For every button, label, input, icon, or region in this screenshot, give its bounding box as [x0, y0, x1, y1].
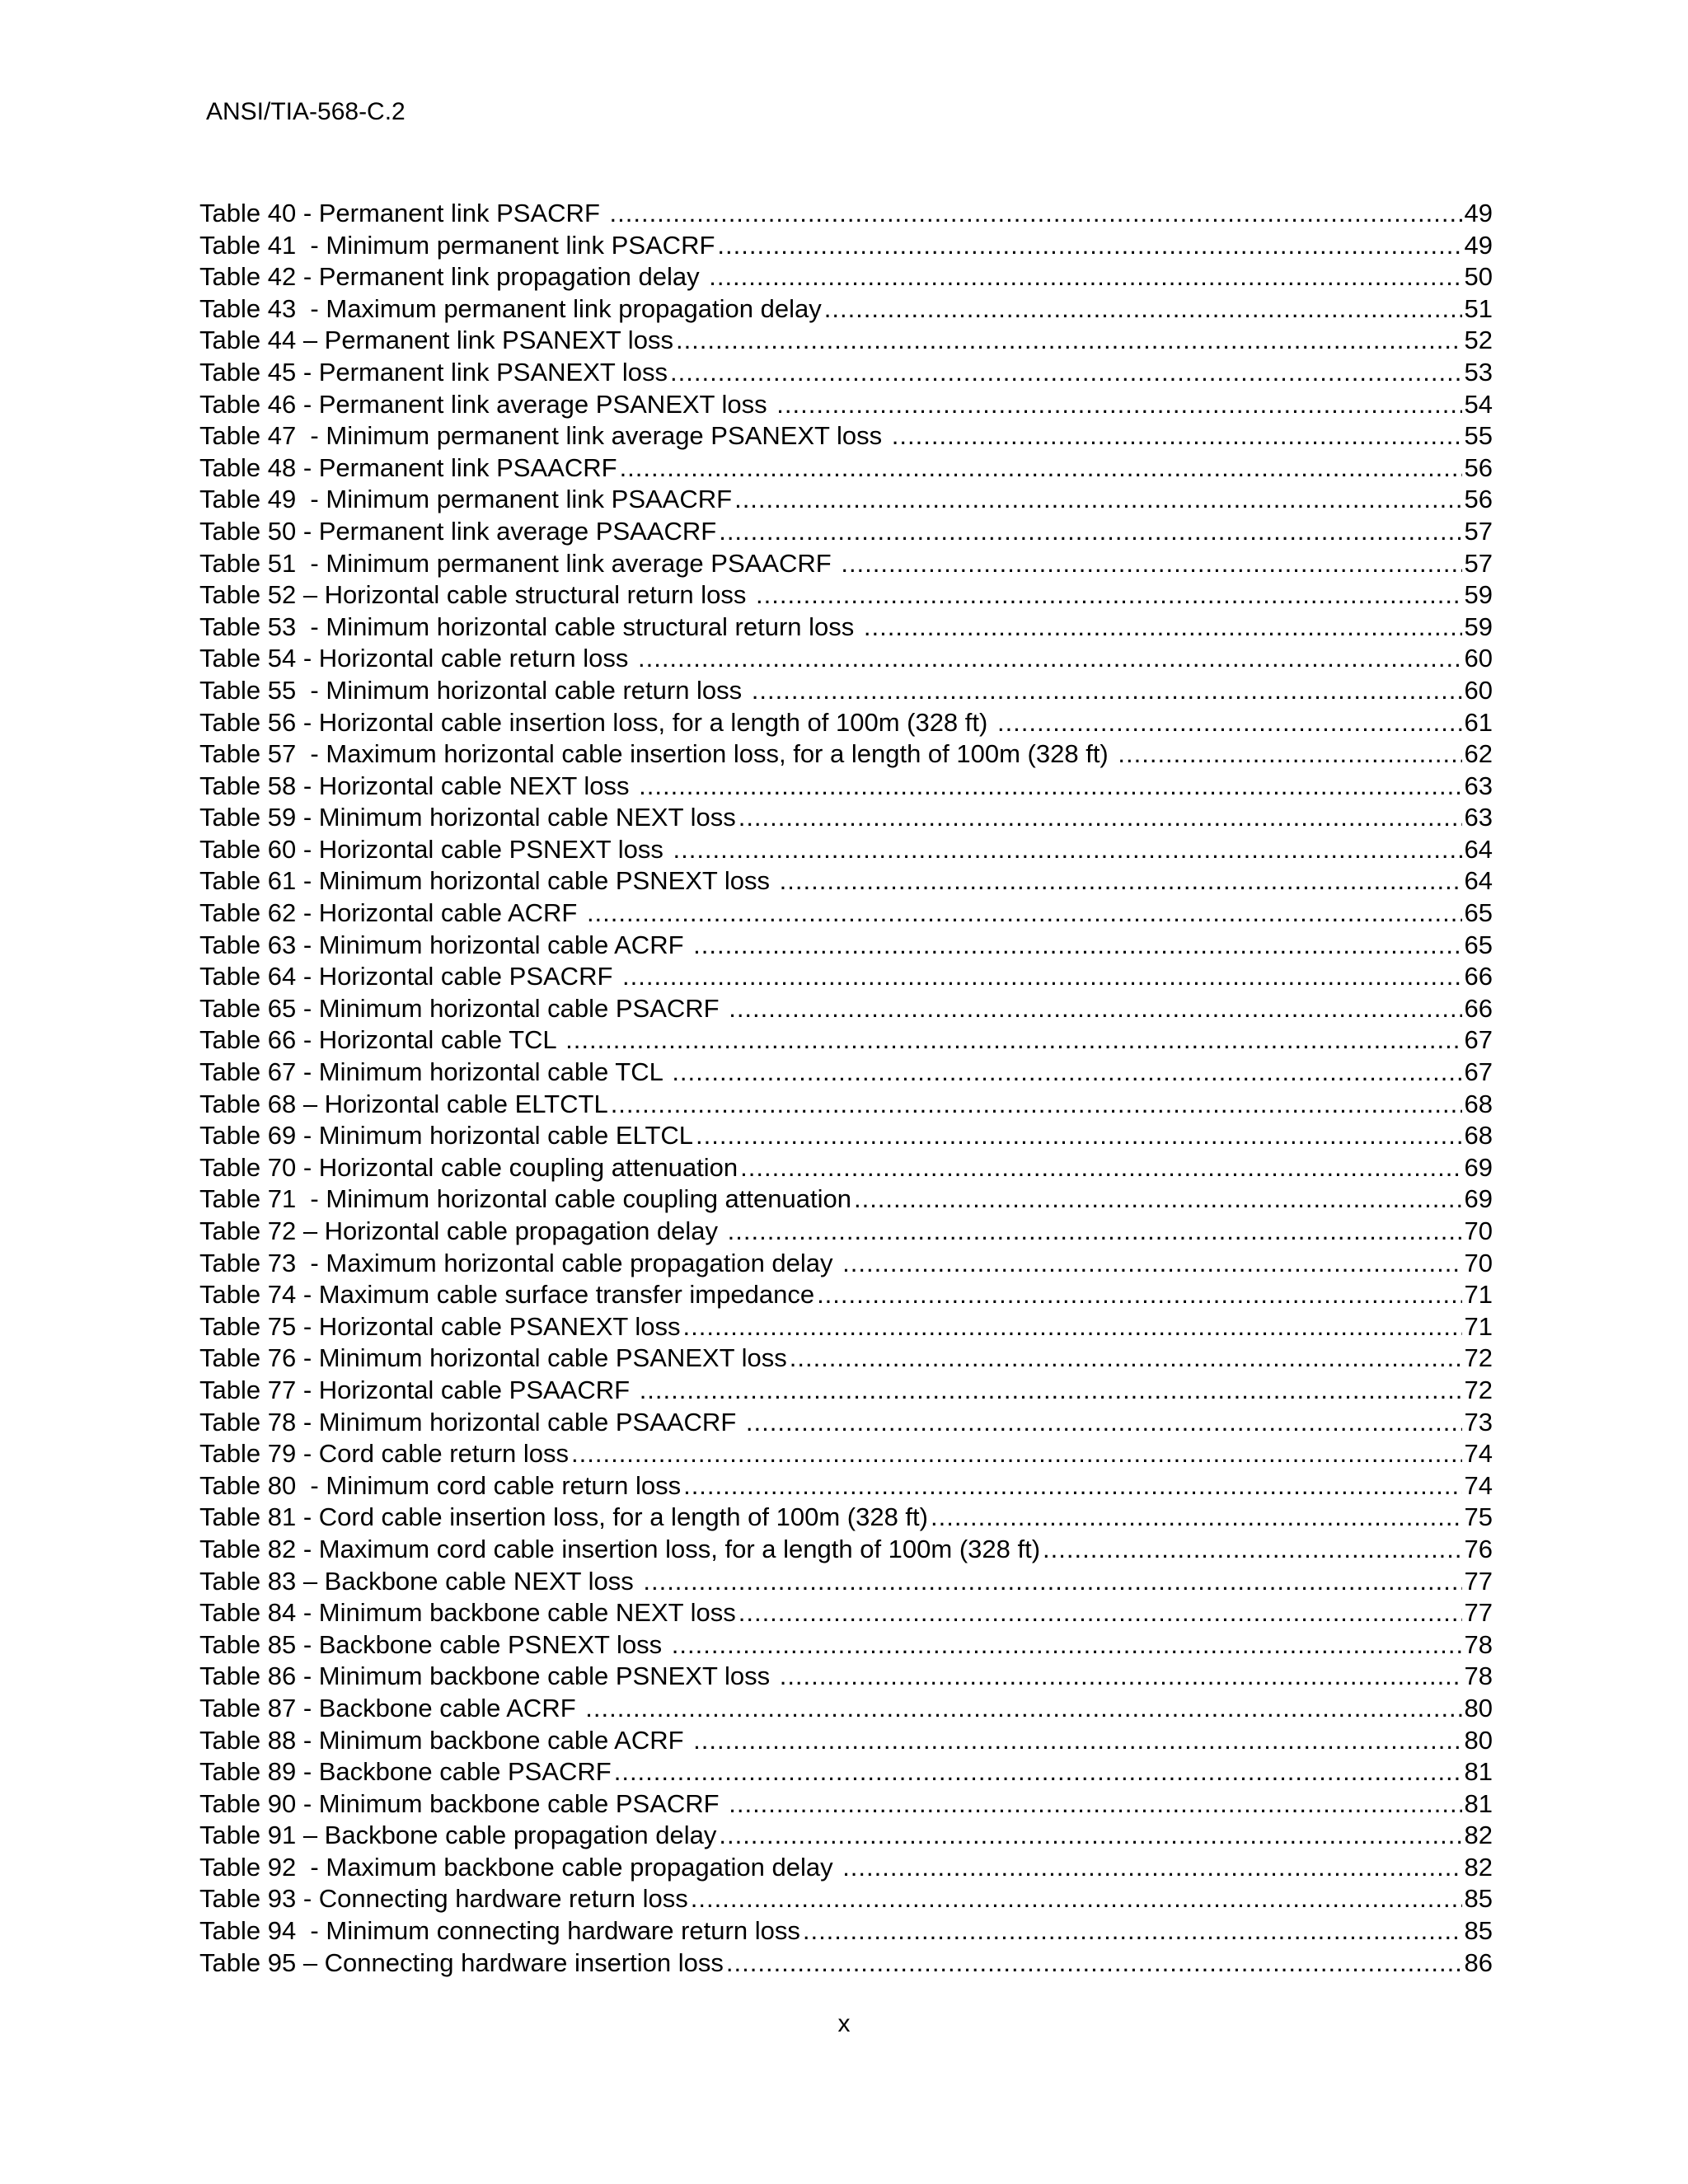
- toc-entry-title: Table 62 - Horizontal cable ACRF: [199, 898, 584, 928]
- toc-dot-leader: [638, 643, 1462, 674]
- toc-dot-leader: [824, 293, 1462, 325]
- toc-entry-title: Table 43 - Maximum permanent link propagation delay: [199, 293, 822, 323]
- toc-entry-page-number: 59: [1464, 580, 1493, 610]
- toc-dot-leader: [693, 1725, 1461, 1756]
- toc-dot-leader: [719, 1820, 1461, 1851]
- toc-entry-title: Table 94 - Minimum connecting hardware return loss: [199, 1916, 800, 1946]
- toc-entry-title: Table 72 – Horizontal cable propagation delay: [199, 1216, 725, 1245]
- toc-entry-title: Table 59 - Minimum horizontal cable NEXT loss: [199, 803, 736, 832]
- toc-entry[interactable]: [199, 1311, 1493, 1343]
- toc-entry-page-number: 66: [1464, 993, 1493, 1023]
- toc-entry-page-number: 74: [1464, 1439, 1493, 1469]
- toc-entry-title: Table 60 - Horizontal cable PSNEXT loss: [199, 834, 671, 864]
- toc-entry[interactable]: [199, 1947, 1493, 1980]
- toc-entry[interactable]: [199, 1407, 1493, 1439]
- toc-entry[interactable]: [199, 293, 1493, 326]
- toc-dot-leader: [672, 1629, 1462, 1661]
- toc-entry-title: Table 67 - Minimum horizontal cable TCL: [199, 1057, 670, 1087]
- toc-dot-leader: [729, 993, 1461, 1024]
- toc-entry-page-number: 63: [1464, 771, 1493, 800]
- toc-entry-title: Table 63 - Minimum horizontal cable ACRF: [199, 930, 692, 959]
- toc-entry-page-number: 56: [1464, 452, 1493, 482]
- toc-dot-leader: [803, 1915, 1462, 1947]
- toc-entry-page-number: 54: [1464, 389, 1493, 419]
- toc-entry[interactable]: [199, 325, 1493, 357]
- toc-entry-page-number: 55: [1464, 421, 1493, 451]
- toc-entry-page-number: 82: [1464, 1852, 1493, 1882]
- toc-entry[interactable]: [199, 771, 1493, 803]
- toc-entry[interactable]: [199, 1438, 1493, 1470]
- toc-dot-leader: [726, 1947, 1462, 1979]
- toc-entry[interactable]: [199, 865, 1493, 898]
- toc-entry-title: Table 90 - Minimum backbone cable PSACRF: [199, 1788, 727, 1818]
- toc-entry-page-number: 49: [1464, 199, 1493, 227]
- toc-entry[interactable]: [199, 1693, 1493, 1725]
- toc-dot-leader: [740, 1152, 1461, 1183]
- toc-entry[interactable]: [199, 452, 1493, 485]
- toc-entry[interactable]: [199, 1216, 1493, 1248]
- toc-dot-leader: [585, 1693, 1461, 1724]
- toc-dot-leader: [640, 1375, 1462, 1406]
- toc-dot-leader: [756, 579, 1462, 611]
- toc-dot-leader: [864, 612, 1462, 643]
- toc-entry[interactable]: [199, 802, 1493, 834]
- toc-entry[interactable]: [199, 198, 1493, 230]
- toc-entry[interactable]: [199, 1343, 1493, 1375]
- toc-entry-title: Table 70 - Horizontal cable coupling attenuation: [199, 1152, 738, 1182]
- toc-entry[interactable]: [199, 230, 1493, 262]
- document-header: ANSI/TIA-568-C.2: [206, 98, 406, 125]
- toc-entry-title: Table 66 - Horizontal cable TCL: [199, 1025, 564, 1055]
- toc-entry-page-number: 60: [1464, 675, 1493, 705]
- toc-entry-title: Table 41 - Minimum permanent link PSACRF: [199, 230, 715, 260]
- toc-entry[interactable]: [199, 1152, 1493, 1184]
- toc-dot-leader: [734, 484, 1461, 515]
- toc-entry[interactable]: [199, 834, 1493, 866]
- toc-dot-leader: [620, 452, 1462, 484]
- toc-dot-leader: [780, 1661, 1462, 1692]
- toc-entry-title: Table 65 - Minimum horizontal cable PSACRF: [199, 993, 727, 1023]
- toc-entry-page-number: 80: [1464, 1725, 1493, 1755]
- toc-dot-leader: [643, 1566, 1461, 1597]
- toc-entry-page-number: 65: [1464, 930, 1493, 959]
- toc-dot-leader: [738, 1597, 1462, 1629]
- toc-entry[interactable]: [199, 1725, 1493, 1757]
- table-of-contents-list: [199, 198, 1493, 1979]
- toc-entry-title: Table 92 - Maximum backbone cable propagation delay: [199, 1852, 841, 1882]
- toc-entry[interactable]: [199, 1661, 1493, 1693]
- toc-entry-page-number: 78: [1464, 1629, 1493, 1659]
- toc-entry[interactable]: [199, 930, 1493, 962]
- toc-entry[interactable]: [199, 1566, 1493, 1598]
- toc-entry[interactable]: [199, 961, 1493, 993]
- toc-entry-title: Table 93 - Connecting hardware return loss: [199, 1884, 688, 1914]
- toc-entry[interactable]: [199, 389, 1493, 421]
- toc-entry[interactable]: [199, 675, 1493, 707]
- toc-entry-title: Table 58 - Horizontal cable NEXT loss: [199, 771, 637, 800]
- toc-entry-page-number: 49: [1464, 230, 1493, 260]
- toc-entry-page-number: 56: [1464, 485, 1493, 514]
- toc-entry-title: Table 74 - Maximum cable surface transfer impedance: [199, 1280, 815, 1310]
- toc-entry-title: Table 42 - Permanent link propagation delay: [199, 262, 707, 292]
- toc-entry-title: Table 44 – Permanent link PSANEXT loss: [199, 326, 673, 355]
- toc-dot-leader: [571, 1438, 1462, 1469]
- toc-dot-leader: [746, 1407, 1462, 1438]
- toc-entry-title: Table 49 - Minimum permanent link PSAACRF: [199, 485, 733, 514]
- toc-entry-title: Table 86 - Minimum backbone cable PSNEXT loss: [199, 1661, 777, 1691]
- toc-entry[interactable]: [199, 612, 1493, 644]
- toc-entry-page-number: 78: [1464, 1661, 1493, 1691]
- toc-entry-title: Table 76 - Minimum horizontal cable PSANEXT loss: [199, 1343, 787, 1373]
- toc-entry[interactable]: [199, 261, 1493, 293]
- toc-entry-page-number: 82: [1464, 1821, 1493, 1850]
- toc-entry[interactable]: [199, 1820, 1493, 1852]
- toc-dot-leader: [691, 1883, 1462, 1915]
- toc-entry[interactable]: [199, 1502, 1493, 1534]
- toc-entry-page-number: 63: [1464, 803, 1493, 832]
- toc-entry[interactable]: [199, 1883, 1493, 1915]
- toc-entry-page-number: 85: [1464, 1916, 1493, 1946]
- toc-entry-page-number: 52: [1464, 326, 1493, 355]
- toc-entry[interactable]: [199, 357, 1493, 389]
- toc-entry-page-number: 73: [1464, 1407, 1493, 1436]
- toc-entry-page-number: 72: [1464, 1375, 1493, 1404]
- toc-entry-page-number: 51: [1464, 293, 1493, 323]
- toc-entry-page-number: 65: [1464, 898, 1493, 928]
- toc-entry-page-number: 68: [1464, 1089, 1493, 1118]
- toc-dot-leader: [683, 1311, 1462, 1343]
- toc-dot-leader: [738, 802, 1462, 833]
- toc-entry[interactable]: [199, 1024, 1493, 1057]
- toc-entry-page-number: 69: [1464, 1152, 1493, 1182]
- toc-entry-title: Table 52 – Horizontal cable structural return loss: [199, 580, 753, 610]
- toc-dot-leader: [790, 1343, 1462, 1374]
- toc-dot-leader: [842, 1852, 1461, 1883]
- toc-entry-title: Table 78 - Minimum horizontal cable PSAACRF: [199, 1407, 743, 1436]
- toc-entry[interactable]: [199, 1248, 1493, 1280]
- toc-entry-page-number: 71: [1464, 1280, 1493, 1310]
- toc-entry-page-number: 64: [1464, 834, 1493, 864]
- toc-entry-page-number: 77: [1464, 1566, 1493, 1596]
- toc-entry[interactable]: [199, 993, 1493, 1025]
- toc-entry-page-number: 81: [1464, 1757, 1493, 1787]
- toc-dot-leader: [842, 1248, 1461, 1279]
- toc-entry[interactable]: [199, 1279, 1493, 1311]
- toc-entry-title: Table 73 - Maximum horizontal cable propagation delay: [199, 1248, 841, 1277]
- toc-entry-title: Table 81 - Cord cable insertion loss, for a length of 100m (328 ft): [199, 1502, 928, 1532]
- toc-entry-page-number: 59: [1464, 612, 1493, 641]
- toc-entry[interactable]: [199, 643, 1493, 675]
- toc-entry-title: Table 46 - Permanent link average PSANEXT loss: [199, 389, 775, 419]
- toc-dot-leader: [1043, 1534, 1461, 1565]
- toc-dot-leader: [776, 389, 1461, 420]
- toc-entry[interactable]: [199, 1057, 1493, 1089]
- toc-entry-page-number: 74: [1464, 1470, 1493, 1500]
- toc-entry[interactable]: [199, 1375, 1493, 1407]
- toc-dot-leader: [676, 325, 1462, 356]
- toc-dot-leader: [719, 516, 1461, 547]
- toc-entry-page-number: 72: [1464, 1343, 1493, 1373]
- toc-dot-leader: [622, 961, 1462, 992]
- toc-dot-leader: [854, 1183, 1462, 1215]
- toc-entry-title: Table 48 - Permanent link PSAACRF: [199, 452, 617, 482]
- toc-entry-page-number: 70: [1464, 1216, 1493, 1245]
- toc-entry-page-number: 81: [1464, 1788, 1493, 1818]
- toc-dot-leader: [696, 1120, 1461, 1151]
- toc-dot-leader: [614, 1756, 1462, 1788]
- toc-entry[interactable]: [199, 1534, 1493, 1566]
- toc-entry-title: Table 51 - Minimum permanent link average PSAACRF: [199, 548, 839, 578]
- toc-entry[interactable]: [199, 1470, 1493, 1502]
- toc-entry-title: Table 87 - Backbone cable ACRF: [199, 1693, 584, 1722]
- toc-entry-page-number: 60: [1464, 644, 1493, 673]
- toc-entry[interactable]: [199, 1089, 1493, 1121]
- toc-entry-page-number: 76: [1464, 1534, 1493, 1563]
- toc-entry[interactable]: [199, 738, 1493, 771]
- toc-dot-leader: [683, 1470, 1461, 1502]
- toc-entry-page-number: 85: [1464, 1884, 1493, 1914]
- toc-entry-title: Table 77 - Horizontal cable PSAACRF: [199, 1375, 637, 1404]
- toc-entry-page-number: 75: [1464, 1502, 1493, 1532]
- toc-entry-title: Table 55 - Minimum horizontal cable return loss: [199, 675, 749, 705]
- toc-dot-leader: [1118, 738, 1461, 770]
- toc-entry-page-number: 80: [1464, 1693, 1493, 1722]
- toc-entry[interactable]: [199, 516, 1493, 548]
- toc-entry-title: Table 64 - Horizontal cable PSACRF: [199, 962, 621, 991]
- toc-entry-page-number: 68: [1464, 1121, 1493, 1151]
- toc-entry-page-number: 69: [1464, 1184, 1493, 1214]
- toc-entry[interactable]: [199, 420, 1493, 452]
- toc-entry-title: Table 71 - Minimum horizontal cable coupling attenuation: [199, 1184, 851, 1214]
- toc-dot-leader: [997, 707, 1462, 738]
- toc-entry[interactable]: [199, 1788, 1493, 1821]
- toc-dot-leader: [717, 230, 1461, 261]
- toc-entry-title: Table 61 - Minimum horizontal cable PSNEXT loss: [199, 866, 777, 896]
- toc-entry-page-number: 67: [1464, 1025, 1493, 1055]
- toc-dot-leader: [817, 1279, 1461, 1310]
- toc-entry-title: Table 56 - Horizontal cable insertion loss, for a length of 100m (328 ft): [199, 707, 995, 737]
- toc-dot-leader: [610, 198, 1462, 229]
- toc-entry-title: Table 83 – Backbone cable NEXT loss: [199, 1566, 641, 1596]
- toc-entry-page-number: 67: [1464, 1057, 1493, 1087]
- toc-entry-title: Table 40 - Permanent link PSACRF: [199, 199, 607, 227]
- toc-entry[interactable]: [199, 1629, 1493, 1661]
- toc-entry[interactable]: [199, 898, 1493, 930]
- toc-dot-leader: [841, 548, 1461, 579]
- toc-entry-page-number: 64: [1464, 866, 1493, 896]
- toc-dot-leader: [565, 1024, 1461, 1056]
- toc-entry[interactable]: [199, 1852, 1493, 1884]
- toc-entry-title: Table 89 - Backbone cable PSACRF: [199, 1757, 612, 1787]
- toc-entry-page-number: 66: [1464, 962, 1493, 991]
- toc-dot-leader: [639, 771, 1461, 802]
- toc-entry-page-number: 50: [1464, 262, 1493, 292]
- toc-entry-title: Table 80 - Minimum cord cable return loss: [199, 1470, 682, 1500]
- toc-dot-leader: [931, 1502, 1462, 1533]
- toc-dot-leader: [670, 357, 1461, 388]
- toc-entry[interactable]: [199, 1597, 1493, 1629]
- toc-dot-leader: [752, 675, 1462, 706]
- toc-entry-title: Table 57 - Maximum horizontal cable insertion loss, for a length of 100m (328 ft): [199, 739, 1116, 769]
- toc-entry-title: Table 68 – Horizontal cable ELTCTL: [199, 1089, 608, 1118]
- toc-entry-title: Table 91 – Backbone cable propagation delay: [199, 1821, 717, 1850]
- toc-entry-title: Table 69 - Minimum horizontal cable ELTCL: [199, 1121, 694, 1151]
- toc-entry-title: Table 54 - Horizontal cable return loss: [199, 644, 635, 673]
- toc-dot-leader: [780, 865, 1462, 897]
- toc-entry-page-number: 86: [1464, 1947, 1493, 1977]
- toc-entry-page-number: 62: [1464, 739, 1493, 769]
- toc-entry-page-number: 61: [1464, 707, 1493, 737]
- toc-entry[interactable]: [199, 484, 1493, 516]
- toc-entry[interactable]: [199, 1120, 1493, 1152]
- toc-dot-leader: [587, 898, 1462, 929]
- toc-entry[interactable]: [199, 579, 1493, 612]
- toc-entry-page-number: 71: [1464, 1311, 1493, 1341]
- toc-dot-leader: [672, 1057, 1461, 1088]
- toc-entry-title: Table 95 – Connecting hardware insertion loss: [199, 1947, 724, 1977]
- toc-entry-page-number: 70: [1464, 1248, 1493, 1277]
- toc-dot-leader: [673, 834, 1461, 865]
- toc-entry[interactable]: [199, 548, 1493, 580]
- toc-entry[interactable]: [199, 707, 1493, 739]
- toc-entry-title: Table 53 - Minimum horizontal cable structural return loss: [199, 612, 861, 641]
- toc-entry-title: Table 82 - Maximum cord cable insertion loss, for a length of 100m (328 ft): [199, 1534, 1041, 1563]
- toc-dot-leader: [729, 1788, 1461, 1820]
- toc-entry-title: Table 45 - Permanent link PSANEXT loss: [199, 357, 668, 387]
- toc-entry-title: Table 88 - Minimum backbone cable ACRF: [199, 1725, 692, 1755]
- toc-entry[interactable]: [199, 1183, 1493, 1216]
- toc-dot-leader: [728, 1216, 1462, 1247]
- page-number: x: [837, 2010, 851, 2037]
- toc-dot-leader: [709, 261, 1461, 293]
- toc-entry-title: Table 85 - Backbone cable PSNEXT loss: [199, 1629, 669, 1659]
- toc-entry-page-number: 77: [1464, 1598, 1493, 1628]
- toc-entry-title: Table 47 - Minimum permanent link average PSANEXT loss: [199, 421, 889, 451]
- toc-entry-title: Table 79 - Cord cable return loss: [199, 1439, 570, 1469]
- toc-entry-title: Table 50 - Permanent link average PSAACRF: [199, 516, 717, 546]
- toc-entry-title: Table 75 - Horizontal cable PSANEXT loss: [199, 1311, 681, 1341]
- toc-entry[interactable]: [199, 1915, 1493, 1947]
- toc-entry-page-number: 57: [1464, 548, 1493, 578]
- toc-dot-leader: [611, 1089, 1462, 1120]
- toc-entry-page-number: 57: [1464, 516, 1493, 546]
- toc-entry-page-number: 53: [1464, 357, 1493, 387]
- toc-entry-title: Table 84 - Minimum backbone cable NEXT loss: [199, 1598, 736, 1628]
- toc-entry[interactable]: [199, 1756, 1493, 1788]
- toc-dot-leader: [892, 420, 1462, 452]
- toc-dot-leader: [693, 930, 1461, 961]
